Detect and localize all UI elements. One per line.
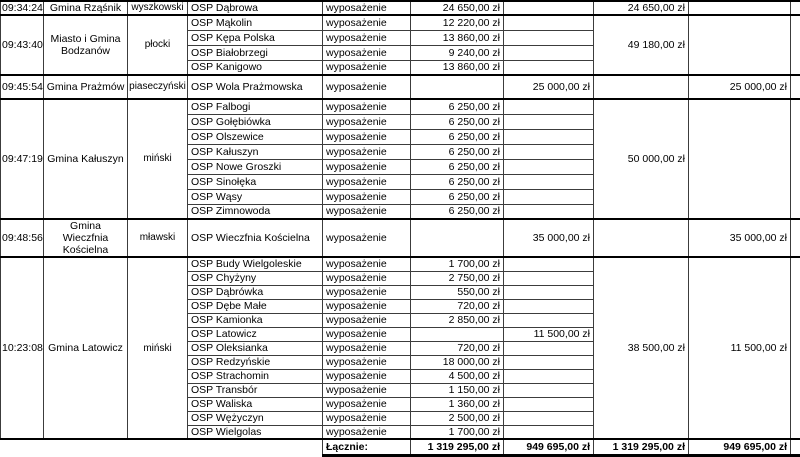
osp-name-cell: OSP Białobrzegi: [188, 45, 323, 60]
totals-row: [1, 439, 800, 455]
category-cell: wyposażenie: [323, 129, 411, 144]
amount-b-cell: [504, 45, 594, 60]
amount-a-cell: 720,00 zł: [411, 299, 504, 313]
group-total-b-cell: [689, 1, 791, 15]
gmina-cell: Gmina Kałuszyn: [44, 99, 128, 219]
category-cell: wyposażenie: [323, 114, 411, 129]
osp-name-cell: OSP Latowicz: [188, 327, 323, 341]
category-cell: wyposażenie: [323, 425, 411, 439]
amount-a-cell: 18 000,00 zł: [411, 355, 504, 369]
amount-a-cell: 1 360,00 zł: [411, 397, 504, 411]
amount-a-cell: 720,00 zł: [411, 341, 504, 355]
time-cell: 09:47:19: [1, 99, 44, 219]
amount-a-cell: 4 500,00 zł: [411, 369, 504, 383]
amount-b-cell: [504, 383, 594, 397]
osp-name-cell: OSP Sinołęka: [188, 174, 323, 189]
edge-cell: [791, 15, 800, 75]
footer-label: Łącznie:: [323, 439, 411, 455]
time-cell: 09:34:24: [1, 1, 44, 15]
category-cell: wyposażenie: [323, 159, 411, 174]
table-row: [1, 15, 800, 30]
amount-a-cell: 6 250,00 zł: [411, 114, 504, 129]
amount-a-cell: 6 250,00 zł: [411, 189, 504, 204]
category-cell: wyposażenie: [323, 144, 411, 159]
amount-a-cell: 24 650,00 zł: [411, 1, 504, 15]
time-cell: 09:48:56: [1, 219, 44, 257]
osp-name-cell: OSP Budy Wielgoleskie: [188, 257, 323, 271]
edge-cell: [791, 1, 800, 15]
gmina-cell: Miasto i Gmina Bodzanów: [44, 15, 128, 75]
group-total-b-cell: 25 000,00 zł: [689, 75, 791, 99]
category-cell: wyposażenie: [323, 285, 411, 299]
osp-name-cell: OSP Kępa Polska: [188, 30, 323, 45]
amount-a-cell: 1 700,00 zł: [411, 425, 504, 439]
amount-b-cell: [504, 189, 594, 204]
amount-a-cell: 6 250,00 zł: [411, 144, 504, 159]
osp-name-cell: OSP Nowe Groszki: [188, 159, 323, 174]
group-total-a-cell: [594, 75, 689, 99]
category-cell: wyposażenie: [323, 341, 411, 355]
category-cell: wyposażenie: [323, 355, 411, 369]
amount-a-cell: 13 860,00 zł: [411, 30, 504, 45]
osp-name-cell: OSP Kamionka: [188, 313, 323, 327]
osp-name-cell: OSP Kałuszyn: [188, 144, 323, 159]
footer-total-amount-a: 1 319 295,00 zł: [411, 439, 504, 455]
category-cell: wyposażenie: [323, 271, 411, 285]
amount-b-cell: [504, 174, 594, 189]
category-cell: wyposażenie: [323, 219, 411, 257]
amount-b-cell: [504, 299, 594, 313]
osp-name-cell: OSP Wielgolas: [188, 425, 323, 439]
table-row: [1, 75, 800, 99]
amount-a-cell: 2 500,00 zł: [411, 411, 504, 425]
table-body: [1, 1, 800, 455]
amount-b-cell: [504, 285, 594, 299]
powiat-cell: płocki: [128, 15, 188, 75]
gmina-cell: Gmina Wieczfnia Kościelna: [44, 219, 128, 257]
category-cell: wyposażenie: [323, 327, 411, 341]
amount-a-cell: 9 240,00 zł: [411, 45, 504, 60]
osp-name-cell: OSP Olszewice: [188, 129, 323, 144]
amount-a-cell: 2 750,00 zł: [411, 271, 504, 285]
amount-b-cell: 11 500,00 zł: [504, 327, 594, 341]
amount-b-cell: [504, 144, 594, 159]
gmina-cell: Gmina Latowicz: [44, 257, 128, 439]
powiat-cell: miński: [128, 99, 188, 219]
osp-name-cell: OSP Waliska: [188, 397, 323, 411]
amount-b-cell: [504, 99, 594, 114]
amount-b-cell: [504, 204, 594, 219]
amount-b-cell: 35 000,00 zł: [504, 219, 594, 257]
category-cell: wyposażenie: [323, 45, 411, 60]
table-row: [1, 1, 800, 15]
time-cell: 09:45:54: [1, 75, 44, 99]
osp-name-cell: OSP Zimnowoda: [188, 204, 323, 219]
osp-name-cell: OSP Oleksianka: [188, 341, 323, 355]
category-cell: wyposażenie: [323, 397, 411, 411]
table-row: [1, 257, 800, 271]
group-total-a-cell: 49 180,00 zł: [594, 15, 689, 75]
time-cell: 09:43:40: [1, 15, 44, 75]
amount-a-cell: 6 250,00 zł: [411, 99, 504, 114]
footer-edge-cell: [791, 439, 800, 455]
amount-b-cell: [504, 60, 594, 75]
amount-b-cell: [504, 257, 594, 271]
group-total-b-cell: 35 000,00 zł: [689, 219, 791, 257]
edge-cell: [791, 75, 800, 99]
group-total-b-cell: [689, 15, 791, 75]
osp-name-cell: OSP Wola Prażmowska: [188, 75, 323, 99]
amount-a-cell: [411, 219, 504, 257]
footer-total-amount-b: 949 695,00 zł: [504, 439, 594, 455]
osp-name-cell: OSP Dąbrowa: [188, 1, 323, 15]
amount-b-cell: [504, 397, 594, 411]
osp-name-cell: OSP Transbór: [188, 383, 323, 397]
amount-a-cell: 6 250,00 zł: [411, 204, 504, 219]
category-cell: wyposażenie: [323, 189, 411, 204]
amount-a-cell: 550,00 zł: [411, 285, 504, 299]
category-cell: wyposażenie: [323, 174, 411, 189]
amount-b-cell: [504, 271, 594, 285]
amount-b-cell: [504, 369, 594, 383]
amount-b-cell: [504, 30, 594, 45]
group-total-a-cell: 38 500,00 zł: [594, 257, 689, 439]
osp-name-cell: OSP Gołębiówka: [188, 114, 323, 129]
powiat-cell: miński: [128, 257, 188, 439]
osp-name-cell: OSP Mąkolin: [188, 15, 323, 30]
category-cell: wyposażenie: [323, 383, 411, 397]
amount-b-cell: [504, 411, 594, 425]
time-cell: 10:23:08: [1, 257, 44, 439]
amount-a-cell: 1 150,00 zł: [411, 383, 504, 397]
gmina-cell: Gmina Prażmów: [44, 75, 128, 99]
category-cell: wyposażenie: [323, 204, 411, 219]
category-cell: wyposażenie: [323, 15, 411, 30]
osp-name-cell: OSP Dąbrówka: [188, 285, 323, 299]
table-row: [1, 219, 800, 257]
footer-spacer: [1, 439, 323, 455]
amount-a-cell: 2 850,00 zł: [411, 313, 504, 327]
amount-b-cell: [504, 114, 594, 129]
powiat-cell: wyszkowski: [128, 1, 188, 15]
edge-cell: [791, 257, 800, 439]
footer-total-group-b: 949 695,00 zł: [689, 439, 791, 455]
osp-name-cell: OSP Wieczfnia Kościelna: [188, 219, 323, 257]
amount-a-cell: [411, 327, 504, 341]
amount-a-cell: 13 860,00 zł: [411, 60, 504, 75]
amount-a-cell: 6 250,00 zł: [411, 174, 504, 189]
amount-b-cell: [504, 313, 594, 327]
category-cell: wyposażenie: [323, 99, 411, 114]
group-total-b-cell: 11 500,00 zł: [689, 257, 791, 439]
category-cell: wyposażenie: [323, 369, 411, 383]
amount-a-cell: 12 220,00 zł: [411, 15, 504, 30]
amount-a-cell: 1 700,00 zł: [411, 257, 504, 271]
amount-b-cell: [504, 1, 594, 15]
group-total-a-cell: 50 000,00 zł: [594, 99, 689, 219]
footer-total-group-a: 1 319 295,00 zł: [594, 439, 689, 455]
group-total-a-cell: 24 650,00 zł: [594, 1, 689, 15]
edge-cell: [791, 219, 800, 257]
amount-b-cell: [504, 355, 594, 369]
osp-name-cell: OSP Redzyńskie: [188, 355, 323, 369]
amount-b-cell: [504, 425, 594, 439]
osp-name-cell: OSP Wąsy: [188, 189, 323, 204]
amount-a-cell: [411, 75, 504, 99]
osp-name-cell: OSP Chyżyny: [188, 271, 323, 285]
amount-b-cell: [504, 15, 594, 30]
osp-name-cell: OSP Strachomin: [188, 369, 323, 383]
powiat-cell: mławski: [128, 219, 188, 257]
amount-b-cell: [504, 129, 594, 144]
osp-name-cell: OSP Falbogi: [188, 99, 323, 114]
osp-name-cell: OSP Kanigowo: [188, 60, 323, 75]
category-cell: wyposażenie: [323, 257, 411, 271]
group-total-b-cell: [689, 99, 791, 219]
category-cell: wyposażenie: [323, 75, 411, 99]
category-cell: wyposażenie: [323, 411, 411, 425]
group-total-a-cell: [594, 219, 689, 257]
amount-a-cell: 6 250,00 zł: [411, 159, 504, 174]
edge-cell: [791, 99, 800, 219]
gmina-cell: Gmina Rząśnik: [44, 1, 128, 15]
category-cell: wyposażenie: [323, 313, 411, 327]
table-row: [1, 99, 800, 114]
category-cell: wyposażenie: [323, 30, 411, 45]
amount-a-cell: 6 250,00 zł: [411, 129, 504, 144]
category-cell: wyposażenie: [323, 1, 411, 15]
amount-b-cell: 25 000,00 zł: [504, 75, 594, 99]
osp-name-cell: OSP Wężyczyn: [188, 411, 323, 425]
category-cell: wyposażenie: [323, 299, 411, 313]
osp-name-cell: OSP Dębe Małe: [188, 299, 323, 313]
category-cell: wyposażenie: [323, 60, 411, 75]
amount-b-cell: [504, 341, 594, 355]
powiat-cell: piaseczyński: [128, 75, 188, 99]
amount-b-cell: [504, 159, 594, 174]
